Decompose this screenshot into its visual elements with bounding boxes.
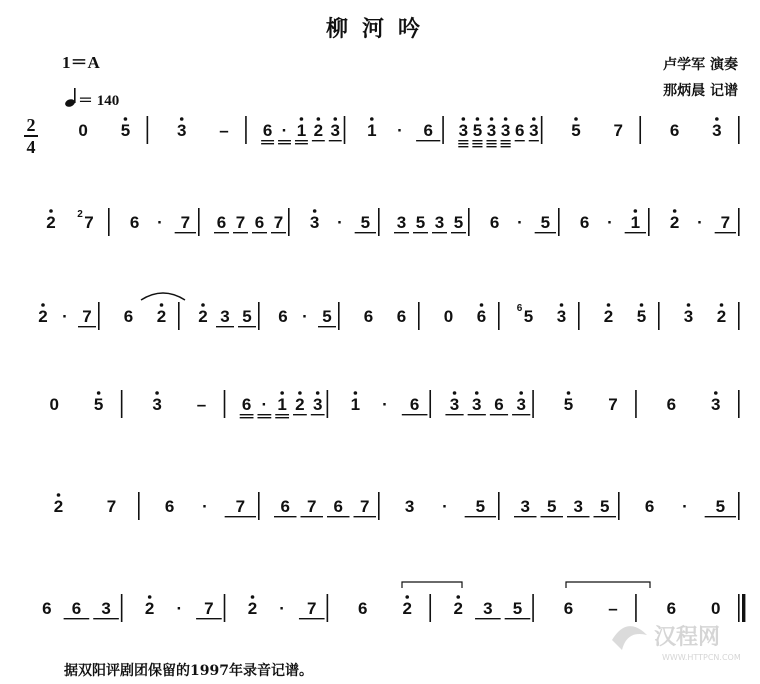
beam-underline bbox=[354, 516, 377, 517]
beam-underline bbox=[451, 232, 466, 233]
beam-underline bbox=[705, 516, 736, 517]
beam-underline bbox=[274, 516, 297, 517]
note: 5 bbox=[360, 213, 371, 232]
beam-underline bbox=[214, 232, 229, 233]
barline bbox=[178, 302, 180, 330]
octave-dot bbox=[57, 493, 61, 497]
augmentation-dot: · bbox=[62, 307, 68, 326]
octave-dot bbox=[673, 209, 677, 213]
beam-underline bbox=[238, 326, 256, 327]
barline bbox=[658, 302, 660, 330]
augmentation-dot: · bbox=[281, 121, 288, 140]
note: 6 bbox=[489, 213, 500, 232]
grace-note: 6 bbox=[516, 303, 523, 314]
note: 7 bbox=[180, 213, 191, 232]
beam-underline bbox=[515, 140, 525, 141]
barline bbox=[138, 492, 140, 520]
beam-underline bbox=[225, 516, 256, 517]
note: 2 bbox=[53, 497, 64, 516]
augmentation-dot: · bbox=[682, 497, 688, 516]
note: 3 bbox=[176, 121, 187, 140]
barline bbox=[738, 208, 740, 236]
note: 7 bbox=[204, 599, 214, 618]
barline bbox=[147, 116, 149, 144]
augmentation-dot: · bbox=[382, 395, 388, 414]
octave-dot bbox=[251, 595, 255, 599]
tempo-value: ＝ 140 bbox=[78, 93, 120, 109]
note: 3 bbox=[330, 121, 340, 140]
beam-underline bbox=[472, 146, 482, 147]
note: 2 bbox=[198, 307, 208, 326]
barline bbox=[198, 208, 200, 236]
note: 3 bbox=[712, 121, 722, 140]
note: 2 bbox=[716, 307, 727, 326]
note: 6 bbox=[216, 213, 227, 232]
octave-dot bbox=[532, 117, 536, 121]
note: 6 bbox=[241, 395, 252, 414]
beam-underline bbox=[625, 232, 646, 233]
tie-arc bbox=[566, 582, 650, 588]
barline bbox=[558, 208, 560, 236]
augmentation-dot: · bbox=[697, 213, 703, 232]
beam-underline bbox=[240, 417, 254, 418]
augmentation-dot: · bbox=[202, 497, 208, 516]
beam-underline bbox=[252, 232, 267, 233]
note: 6 bbox=[666, 599, 677, 618]
beam-underline bbox=[472, 143, 482, 144]
beam-underline bbox=[293, 414, 307, 415]
note: 7 bbox=[613, 121, 624, 140]
note: 6 bbox=[494, 395, 504, 414]
beam-underline bbox=[715, 232, 736, 233]
beam-underline bbox=[501, 140, 511, 141]
note: 3 bbox=[309, 213, 320, 232]
augmentation-dot: · bbox=[302, 307, 308, 326]
octave-dot bbox=[180, 117, 184, 121]
barline bbox=[338, 302, 340, 330]
beam-underline bbox=[261, 140, 274, 141]
note: 7 bbox=[106, 497, 117, 516]
note: 3 bbox=[396, 213, 407, 232]
note: 2 bbox=[46, 213, 56, 232]
note: 5 bbox=[523, 307, 534, 326]
beam-underline bbox=[529, 140, 539, 141]
octave-dot bbox=[634, 209, 638, 213]
note: 6 bbox=[563, 599, 574, 618]
beam-underline bbox=[233, 232, 248, 233]
beam-underline bbox=[329, 140, 342, 141]
note: 7 bbox=[360, 497, 370, 516]
beam-underline bbox=[501, 146, 511, 147]
barline bbox=[738, 302, 740, 330]
octave-dot bbox=[480, 303, 484, 307]
augmentation-dot: · bbox=[397, 121, 403, 140]
beam-underline bbox=[295, 143, 308, 144]
octave-dot bbox=[405, 595, 409, 599]
note: 3 bbox=[458, 121, 469, 140]
barline bbox=[498, 302, 500, 330]
note: 3 bbox=[483, 599, 493, 618]
note: 6 bbox=[280, 497, 290, 516]
beam-underline bbox=[271, 232, 286, 233]
note: 7 bbox=[608, 395, 618, 414]
time-signature-bottom: 4 bbox=[26, 137, 36, 157]
note: 6 bbox=[396, 307, 407, 326]
barline bbox=[258, 492, 260, 520]
octave-dot bbox=[41, 303, 45, 307]
note: 3 bbox=[449, 395, 460, 414]
note: 3 bbox=[404, 497, 415, 516]
dash-note: – bbox=[608, 599, 618, 618]
beam-underline bbox=[394, 232, 409, 233]
beam-underline bbox=[295, 140, 308, 141]
note: 7 bbox=[84, 213, 94, 232]
octave-dot bbox=[462, 117, 466, 121]
octave-dot bbox=[333, 117, 337, 121]
note: 5 bbox=[512, 599, 523, 618]
octave-dot bbox=[456, 595, 460, 599]
octave-dot bbox=[574, 117, 578, 121]
barline bbox=[429, 594, 431, 622]
barline bbox=[639, 116, 641, 144]
octave-dot bbox=[607, 303, 611, 307]
beam-underline bbox=[505, 618, 531, 619]
barline bbox=[121, 594, 123, 622]
octave-dot bbox=[155, 391, 159, 395]
note: 5 bbox=[472, 121, 483, 140]
beam-underline bbox=[355, 232, 376, 233]
note: 6 bbox=[164, 497, 175, 516]
watermark-logo bbox=[602, 610, 752, 670]
beam-underline bbox=[465, 516, 496, 517]
barline bbox=[498, 492, 500, 520]
beam-underline bbox=[486, 140, 496, 141]
note: 0 bbox=[711, 599, 721, 618]
note: 0 bbox=[49, 395, 59, 414]
note: 5 bbox=[453, 213, 464, 232]
note: 6 bbox=[666, 395, 677, 414]
octave-dot bbox=[300, 117, 304, 121]
octave-dot bbox=[519, 391, 523, 395]
beam-underline bbox=[490, 414, 508, 415]
note: 1 bbox=[277, 395, 287, 414]
beam-underline bbox=[311, 414, 325, 415]
note: 7 bbox=[307, 599, 317, 618]
note: 7 bbox=[82, 307, 92, 326]
beam-underline bbox=[567, 516, 590, 517]
octave-dot bbox=[640, 303, 644, 307]
note: 6 bbox=[71, 599, 82, 618]
note: 6 bbox=[476, 307, 487, 326]
note: 6 bbox=[514, 121, 525, 140]
beam-underline bbox=[416, 140, 440, 141]
beam-underline bbox=[413, 232, 428, 233]
augmentation-dot: · bbox=[279, 599, 285, 618]
barline bbox=[468, 208, 470, 236]
dash-note: – bbox=[219, 121, 229, 140]
beam-underline bbox=[541, 516, 564, 517]
octave-dot bbox=[97, 391, 101, 395]
beam-underline bbox=[275, 417, 289, 418]
octave-dot bbox=[560, 303, 564, 307]
note: 5 bbox=[636, 307, 647, 326]
barline bbox=[378, 492, 380, 520]
augmentation-dot: · bbox=[176, 599, 183, 618]
note: 6 bbox=[358, 599, 368, 618]
note: 5 bbox=[120, 121, 131, 140]
note: 3 bbox=[556, 307, 567, 326]
beam-underline bbox=[458, 146, 468, 147]
beam-underline bbox=[278, 143, 291, 144]
barline bbox=[648, 208, 650, 236]
octave-dot bbox=[124, 117, 128, 121]
beam-underline bbox=[432, 232, 447, 233]
note: 5 bbox=[540, 213, 551, 232]
note: 5 bbox=[600, 497, 610, 516]
barline bbox=[738, 492, 740, 520]
octave-dot bbox=[316, 391, 320, 395]
octave-dot bbox=[313, 209, 317, 213]
note: 3 bbox=[472, 395, 482, 414]
note: 3 bbox=[711, 395, 721, 414]
beam-underline bbox=[594, 516, 617, 517]
dash-note: – bbox=[196, 395, 207, 414]
note: 2 bbox=[38, 307, 48, 326]
note: 7 bbox=[720, 213, 731, 232]
note: 0 bbox=[443, 307, 454, 326]
note: 5 bbox=[93, 395, 104, 414]
tie-arc bbox=[141, 293, 185, 300]
note: 5 bbox=[415, 213, 426, 232]
barline bbox=[418, 302, 420, 330]
note: 5 bbox=[322, 307, 332, 326]
barline bbox=[532, 390, 534, 418]
octave-dot bbox=[453, 391, 457, 395]
octave-dot bbox=[201, 303, 205, 307]
note: 3 bbox=[101, 599, 111, 618]
octave-dot bbox=[160, 303, 164, 307]
octave-dot bbox=[715, 117, 719, 121]
beam-underline bbox=[318, 326, 336, 327]
beam-underline bbox=[257, 417, 271, 418]
augmentation-dot: · bbox=[337, 213, 343, 232]
note: 7 bbox=[307, 497, 317, 516]
note: 6 bbox=[423, 121, 433, 140]
barline bbox=[288, 208, 290, 236]
note: 2 bbox=[402, 599, 412, 618]
beam-underline bbox=[475, 618, 501, 619]
note: 6 bbox=[42, 599, 52, 618]
note: 3 bbox=[152, 395, 162, 414]
note: 1 bbox=[367, 121, 377, 140]
beam-underline bbox=[501, 143, 511, 144]
octave-dot bbox=[370, 117, 374, 121]
octave-dot bbox=[504, 117, 508, 121]
barline bbox=[224, 390, 226, 418]
beam-underline bbox=[78, 326, 96, 327]
beam-underline bbox=[514, 516, 537, 517]
note: 5 bbox=[571, 121, 581, 140]
octave-dot bbox=[714, 391, 718, 395]
note: 2 bbox=[156, 307, 167, 326]
barline bbox=[738, 116, 740, 144]
note: 5 bbox=[563, 395, 574, 414]
note: 2 bbox=[603, 307, 614, 326]
note: 6 bbox=[363, 307, 374, 326]
note: 6 bbox=[262, 121, 273, 140]
note: 6 bbox=[129, 213, 140, 232]
barline bbox=[738, 390, 740, 418]
note: 7 bbox=[273, 213, 284, 232]
beam-underline bbox=[278, 140, 291, 141]
beam-underline bbox=[64, 618, 90, 619]
note: 6 bbox=[333, 497, 343, 516]
barline bbox=[541, 116, 543, 144]
beam-underline bbox=[535, 232, 556, 233]
note: 6 bbox=[254, 213, 265, 232]
note: 3 bbox=[516, 395, 526, 414]
note: 5 bbox=[547, 497, 557, 516]
note: 2 bbox=[144, 599, 155, 618]
note: 6 bbox=[278, 307, 288, 326]
barline bbox=[327, 390, 329, 418]
beam-underline bbox=[299, 618, 325, 619]
note: 2 bbox=[669, 213, 680, 232]
note: 3 bbox=[312, 395, 323, 414]
beam-underline bbox=[458, 140, 468, 141]
octave-dot bbox=[298, 391, 302, 395]
augmentation-dot: · bbox=[607, 213, 613, 232]
augmentation-dot: · bbox=[517, 213, 523, 232]
note: 2 bbox=[453, 599, 463, 618]
note: 3 bbox=[220, 307, 230, 326]
barline bbox=[378, 208, 380, 236]
note: 3 bbox=[486, 121, 497, 140]
grace-note: 2 bbox=[77, 209, 83, 220]
augmentation-dot: · bbox=[157, 213, 163, 232]
augmentation-dot: · bbox=[261, 395, 268, 414]
beam-underline bbox=[445, 414, 463, 415]
beam-underline bbox=[257, 414, 271, 415]
beam-underline bbox=[402, 414, 428, 415]
beam-underline bbox=[486, 146, 496, 147]
note: 6 bbox=[579, 213, 590, 232]
octave-dot bbox=[148, 595, 152, 599]
note: 1 bbox=[350, 395, 361, 414]
source-note: 据双阳评剧团保留的1997年录音记谱。 bbox=[64, 663, 313, 679]
beam-underline bbox=[486, 143, 496, 144]
note: 2 bbox=[295, 395, 305, 414]
barline bbox=[618, 492, 620, 520]
note: 3 bbox=[529, 121, 539, 140]
barline bbox=[121, 390, 123, 418]
barline bbox=[258, 302, 260, 330]
barline bbox=[224, 594, 226, 622]
beam-underline bbox=[512, 414, 530, 415]
beam-underline bbox=[275, 414, 289, 415]
octave-dot bbox=[567, 391, 571, 395]
beam-underline bbox=[312, 140, 325, 141]
barline bbox=[98, 302, 100, 330]
beam-underline bbox=[240, 414, 254, 415]
barline bbox=[245, 116, 247, 144]
barline bbox=[344, 116, 346, 144]
octave-dot bbox=[476, 117, 480, 121]
barline bbox=[442, 116, 444, 144]
barline bbox=[578, 302, 580, 330]
octave-dot bbox=[49, 209, 53, 213]
beam-underline bbox=[472, 140, 482, 141]
octave-dot bbox=[280, 391, 284, 395]
barline bbox=[532, 594, 534, 622]
note: 1 bbox=[630, 213, 641, 232]
octave-dot bbox=[354, 391, 358, 395]
note: 6 bbox=[123, 307, 134, 326]
note: 6 bbox=[669, 121, 680, 140]
beam-underline bbox=[327, 516, 350, 517]
time-signature-top: 2 bbox=[26, 115, 36, 135]
watermark-url: WWW.HTTPCN.COM bbox=[662, 653, 741, 662]
barline bbox=[108, 208, 110, 236]
note: 3 bbox=[520, 497, 530, 516]
note: 5 bbox=[475, 497, 486, 516]
note: 7 bbox=[235, 497, 246, 516]
octave-dot bbox=[490, 117, 494, 121]
performer-credit: 卢学军 演奏 bbox=[663, 57, 738, 73]
beam-underline bbox=[458, 143, 468, 144]
beam-underline bbox=[196, 618, 222, 619]
note: 3 bbox=[434, 213, 445, 232]
note: 1 bbox=[296, 121, 307, 140]
barline bbox=[635, 390, 637, 418]
transcriber-credit: 那炳晨 记谱 bbox=[663, 83, 738, 99]
tie-arc bbox=[402, 582, 462, 588]
note: 2 bbox=[313, 121, 324, 140]
page-title: 柳河吟 bbox=[325, 16, 434, 42]
note: 5 bbox=[715, 497, 726, 516]
note: 3 bbox=[500, 121, 511, 140]
note: 3 bbox=[573, 497, 583, 516]
note: 7 bbox=[235, 213, 246, 232]
octave-dot bbox=[317, 117, 321, 121]
octave-dot bbox=[720, 303, 724, 307]
augmentation-dot: · bbox=[442, 497, 448, 516]
octave-dot bbox=[687, 303, 691, 307]
beam-underline bbox=[175, 232, 196, 233]
barline bbox=[327, 594, 329, 622]
note: 2 bbox=[247, 599, 258, 618]
note: 6 bbox=[409, 395, 420, 414]
beam-underline bbox=[261, 143, 274, 144]
beam-underline bbox=[301, 516, 324, 517]
note: 6 bbox=[644, 497, 655, 516]
note: 3 bbox=[683, 307, 694, 326]
barline bbox=[429, 390, 431, 418]
beam-underline bbox=[468, 414, 486, 415]
watermark-text: 汉程网 bbox=[654, 625, 721, 650]
beam-underline bbox=[216, 326, 234, 327]
octave-dot bbox=[475, 391, 479, 395]
note: 0 bbox=[78, 121, 88, 140]
beam-underline bbox=[93, 618, 119, 619]
note: 5 bbox=[242, 307, 252, 326]
key-signature: 1＝A bbox=[62, 53, 100, 72]
